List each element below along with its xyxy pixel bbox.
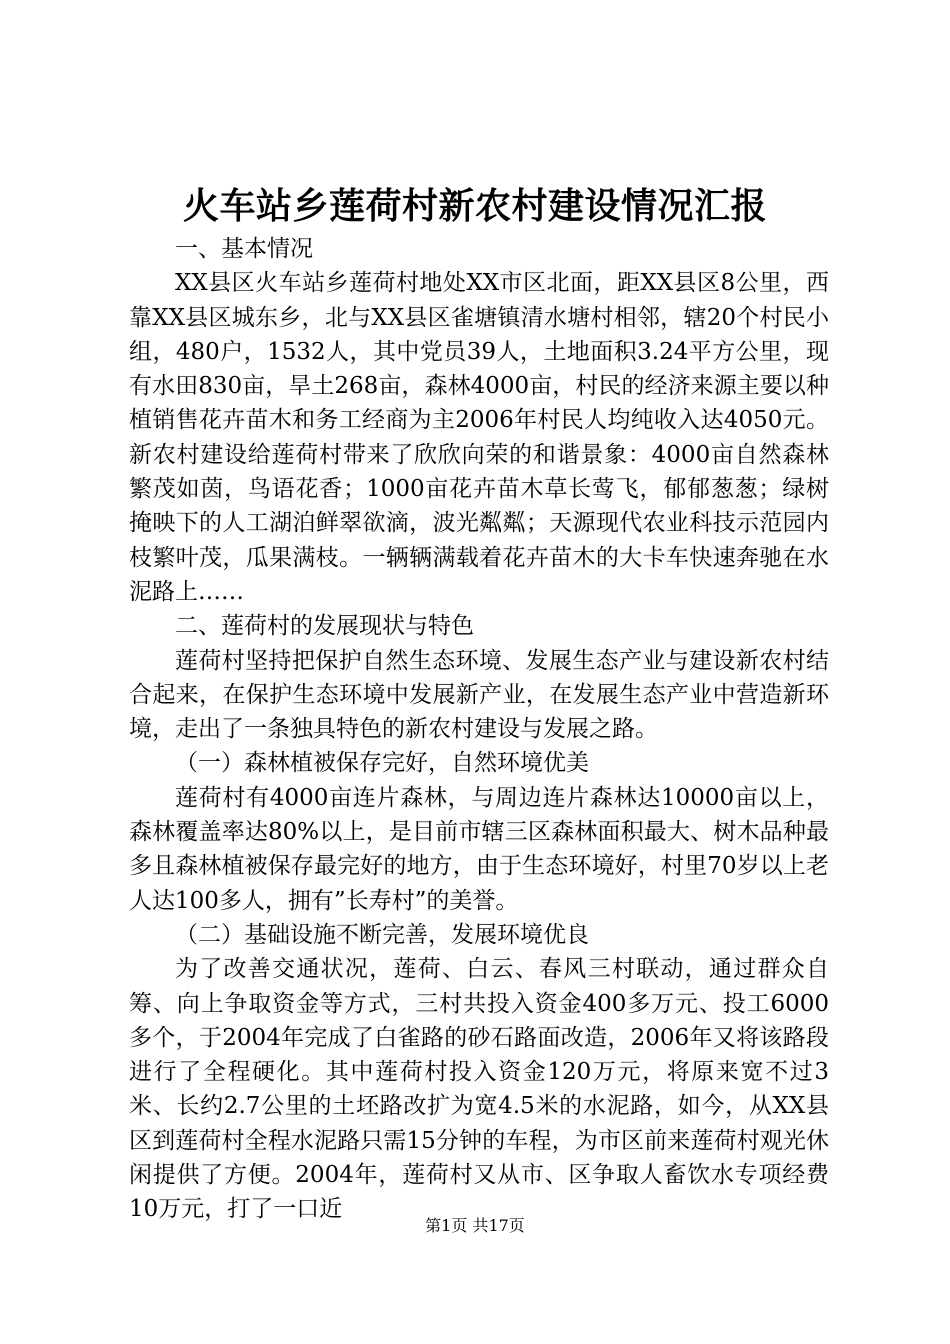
section-heading-basic: 一、基本情况 (175, 236, 313, 262)
document-body (129, 232, 829, 1227)
subsection-heading-infrastructure: （二）基础设施不断完善，发展环境优良 (175, 921, 589, 948)
page-number-footer: 第1页 共17页 (425, 1216, 525, 1235)
paragraph-infrastructure: 为了改善交通状况，莲荷、白云、春风三村联动，通过群众自筹、向上争取资金等方式，三村共投入资金400多万元、投工6000多个，于2004年完成了白雀路的砂石路面改造，2006年又将该路段进行了全程硬化。其中莲荷村投入资金120万元，将原来宽不过3米、长约2.7公里的土坯路改扩为宽4.5米的水泥路，如今，从XX县区到莲荷村全程水泥路只需15分钟的车程，为市区前来莲荷村观光休闲提供了方便。2004年，莲荷村又从市、区争取人畜饮水专项经费10万元，打了一口近 (129, 956, 829, 1223)
section-heading-status: 二、莲荷村的发展现状与特色 (175, 613, 474, 640)
paragraph-status-intro: 莲荷村坚持把保护自然生态环境、发展生态产业与建设新农村结合起来，在保护生态环境中发展新产业，在发展生态产业中营造新环境，走出了一条独具特色的新农村建设与发展之路。 (129, 647, 829, 743)
document-title: 火车站乡莲荷村新农村建设情况汇报 (182, 185, 767, 227)
subsection-heading-forest: （一）森林植被保存完好，自然环境优美 (175, 750, 589, 777)
paragraph-forest: 莲荷村有4000亩连片森林，与周边连片森林达10000亩以上，森林覆盖率达80%以上，是目前市辖三区森林面积最大、树木品种最多且森林植被保存最完好的地方，由于生态环境好，村里70岁以上老人达100多人，拥有”长寿村”的美誉。 (129, 784, 829, 914)
paragraph-basic-info: XX县区火车站乡莲荷村地处XX市区北面，距XX县区8公里，西靠XX县区城东乡，北与XX县区雀塘镇清水塘村相邻，辖20个村民小组，480户，1532人，其中党员39人，土地面积3.24平方公里，现有水田830亩，旱土268亩，森林4000亩，村民的经济来源主要以种植销售花卉苗木和务工经商为主2006年村民人均纯收入达4050元。新农村建设给莲荷村带来了欣欣向荣的和谐景象：4000亩自然森林繁茂如茵，鸟语花香；1000亩花卉苗木草长莺飞，郁郁葱葱；绿树掩映下的人工湖泊鲜翠欲滴，波光粼粼；天源现代农业科技示范园内枝繁叶茂，瓜果满枝。一辆辆满载着花卉苗木的大卡车快速奔驰在水泥路上…… (129, 270, 829, 605)
